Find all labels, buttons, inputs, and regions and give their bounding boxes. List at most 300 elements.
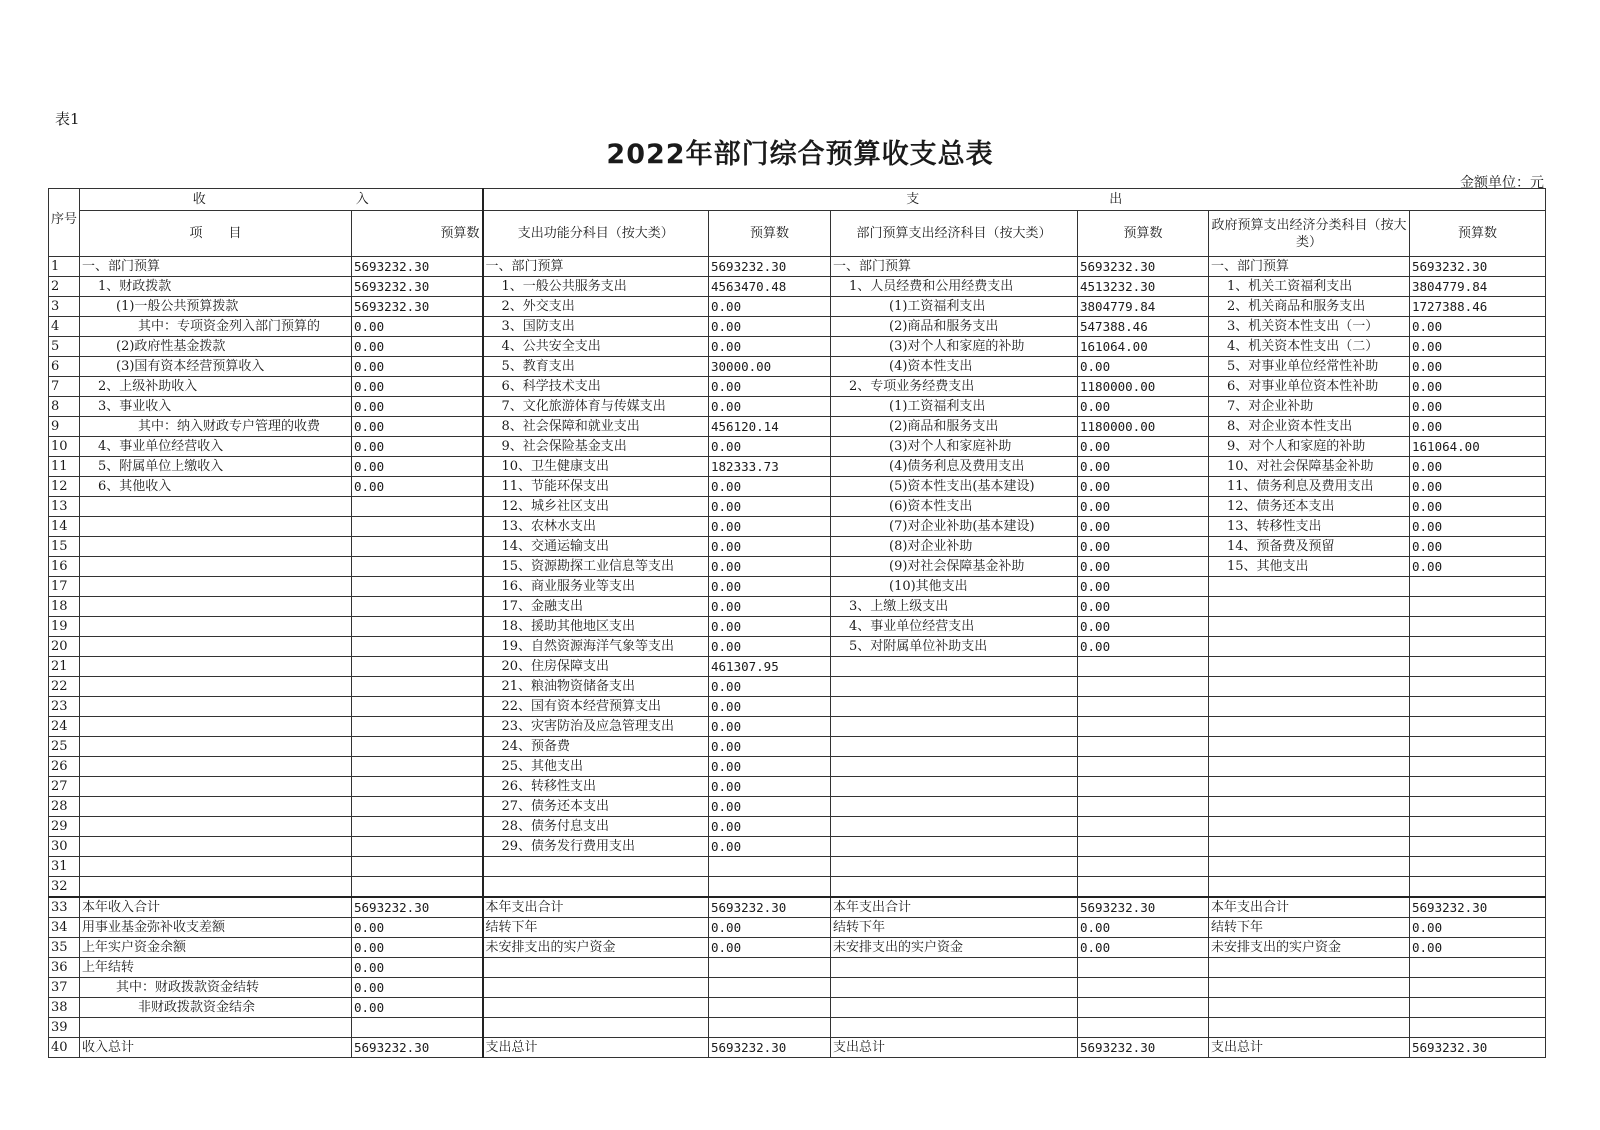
table-row xyxy=(49,817,1546,837)
seq-cell: 8 xyxy=(49,397,80,417)
table-row xyxy=(49,397,1546,417)
func-budget-cell xyxy=(709,1018,831,1038)
func-item-cell: 20、住房保障支出 xyxy=(483,657,709,677)
table-row xyxy=(49,918,1546,938)
table-row xyxy=(49,938,1546,958)
func-item-cell xyxy=(483,998,709,1018)
dept-item-cell xyxy=(831,717,1078,737)
func-budget-cell: 0.00 xyxy=(709,537,831,557)
gov-budget-cell: 0.00 xyxy=(1410,337,1546,357)
income-item-cell xyxy=(80,737,352,757)
dept-item-cell: (4)债务利息及费用支出 xyxy=(831,457,1078,477)
table-row xyxy=(49,557,1546,577)
gov-budget-cell xyxy=(1410,837,1546,857)
income-budget-cell: 5693232.30 xyxy=(352,297,483,317)
income-budget-cell xyxy=(352,637,483,657)
dept-budget-cell: 0.00 xyxy=(1078,597,1209,617)
income-item-cell: 1、财政拨款 xyxy=(80,277,352,297)
seq-cell: 4 xyxy=(49,317,80,337)
func-budget-cell: 0.00 xyxy=(709,918,831,938)
table-row xyxy=(49,577,1546,597)
func-item-cell: 本年支出合计 xyxy=(483,897,709,918)
gov-budget-cell xyxy=(1410,677,1546,697)
gov-budget-cell: 0.00 xyxy=(1410,377,1546,397)
income-budget-cell: 5693232.30 xyxy=(352,257,483,277)
income-item-cell: 5、附属单位上缴收入 xyxy=(80,457,352,477)
income-budget-cell xyxy=(352,817,483,837)
dept-item-cell: (2)商品和服务支出 xyxy=(831,417,1078,437)
dept-budget-cell xyxy=(1078,1018,1209,1038)
gov-item-cell: 结转下年 xyxy=(1209,918,1410,938)
gov-item-cell xyxy=(1209,577,1410,597)
income-budget-cell xyxy=(352,737,483,757)
income-budget-cell xyxy=(352,857,483,877)
seq-cell: 22 xyxy=(49,677,80,697)
func-budget-cell xyxy=(709,958,831,978)
dept-item-cell: 结转下年 xyxy=(831,918,1078,938)
gov-budget-cell: 0.00 xyxy=(1410,537,1546,557)
table-row xyxy=(49,1018,1546,1038)
income-budget-cell: 0.00 xyxy=(352,317,483,337)
func-item-cell: 5、教育支出 xyxy=(483,357,709,377)
func-budget-cell: 0.00 xyxy=(709,577,831,597)
seq-cell: 32 xyxy=(49,877,80,898)
sheet-label: 表1 xyxy=(55,110,80,128)
seq-cell: 28 xyxy=(49,797,80,817)
gov-item-cell: 3、机关资本性支出（一） xyxy=(1209,317,1410,337)
income-item-cell: 上年实户资金余额 xyxy=(80,938,352,958)
gov-budget-cell: 3804779.84 xyxy=(1410,277,1546,297)
income-item-cell: (1)一般公共预算拨款 xyxy=(80,297,352,317)
func-budget-cell: 0.00 xyxy=(709,617,831,637)
dept-item-cell xyxy=(831,958,1078,978)
income-item-cell xyxy=(80,777,352,797)
func-budget-cell: 0.00 xyxy=(709,437,831,457)
dept-item-cell xyxy=(831,757,1078,777)
table-row xyxy=(49,998,1546,1018)
table-row xyxy=(49,377,1546,397)
gov-item-cell: 5、对事业单位经常性补助 xyxy=(1209,357,1410,377)
dept-item-cell: 支出总计 xyxy=(831,1038,1078,1058)
gov-budget-cell: 0.00 xyxy=(1410,497,1546,517)
seq-cell: 36 xyxy=(49,958,80,978)
func-budget-cell: 0.00 xyxy=(709,397,831,417)
dept-item-cell: (10)其他支出 xyxy=(831,577,1078,597)
gov-item-cell xyxy=(1209,857,1410,877)
income-budget-cell xyxy=(352,697,483,717)
func-item-cell xyxy=(483,877,709,898)
dept-item-cell: (3)对个人和家庭的补助 xyxy=(831,337,1078,357)
dept-budget-cell xyxy=(1078,777,1209,797)
budget-summary-table xyxy=(48,188,1546,1058)
dept-item-cell: (9)对社会保障基金补助 xyxy=(831,557,1078,577)
dept-item-cell: 5、对附属单位补助支出 xyxy=(831,637,1078,657)
header-row-columns xyxy=(49,211,1546,257)
income-budget-cell: 0.00 xyxy=(352,998,483,1018)
func-item-cell xyxy=(483,958,709,978)
table-row xyxy=(49,857,1546,877)
gov-item-cell xyxy=(1209,998,1410,1018)
dept-budget-cell xyxy=(1078,677,1209,697)
seq-cell: 6 xyxy=(49,357,80,377)
income-budget-cell: 0.00 xyxy=(352,417,483,437)
income-item-cell xyxy=(80,877,352,898)
gov-budget-cell: 0.00 xyxy=(1410,938,1546,958)
dept-item-cell xyxy=(831,1018,1078,1038)
dept-budget-cell: 4513232.30 xyxy=(1078,277,1209,297)
func-item-cell: 21、粮油物资储备支出 xyxy=(483,677,709,697)
income-item-cell xyxy=(80,557,352,577)
gov-budget-cell: 5693232.30 xyxy=(1410,1038,1546,1058)
dept-budget-cell xyxy=(1078,877,1209,898)
dept-budget-cell: 0.00 xyxy=(1078,477,1209,497)
gov-item-cell xyxy=(1209,1018,1410,1038)
func-item-cell xyxy=(483,1018,709,1038)
income-item-cell: 4、事业单位经营收入 xyxy=(80,437,352,457)
seq-cell: 14 xyxy=(49,517,80,537)
func-item-cell: 16、商业服务业等支出 xyxy=(483,577,709,597)
gov-item-cell xyxy=(1209,837,1410,857)
func-budget-cell: 0.00 xyxy=(709,757,831,777)
dept-item-cell: 4、事业单位经营支出 xyxy=(831,617,1078,637)
header-income-budget: 预算数 xyxy=(352,211,483,257)
seq-cell: 25 xyxy=(49,737,80,757)
func-item-cell: 17、金融支出 xyxy=(483,597,709,617)
dept-budget-cell: 0.00 xyxy=(1078,517,1209,537)
dept-budget-cell xyxy=(1078,817,1209,837)
dept-item-cell: (1)工资福利支出 xyxy=(831,297,1078,317)
gov-item-cell: 8、对企业资本性支出 xyxy=(1209,417,1410,437)
func-budget-cell: 0.00 xyxy=(709,938,831,958)
dept-item-cell xyxy=(831,837,1078,857)
income-budget-cell xyxy=(352,517,483,537)
income-item-cell xyxy=(80,657,352,677)
table-row xyxy=(49,657,1546,677)
seq-cell: 10 xyxy=(49,437,80,457)
table-row xyxy=(49,877,1546,898)
func-budget-cell: 182333.73 xyxy=(709,457,831,477)
dept-item-cell xyxy=(831,857,1078,877)
seq-cell: 2 xyxy=(49,277,80,297)
gov-budget-cell: 0.00 xyxy=(1410,477,1546,497)
income-item-cell xyxy=(80,817,352,837)
func-budget-cell: 5693232.30 xyxy=(709,257,831,277)
func-item-cell: 7、文化旅游体育与传媒支出 xyxy=(483,397,709,417)
gov-item-cell: 11、债务利息及费用支出 xyxy=(1209,477,1410,497)
gov-item-cell: 1、机关工资福利支出 xyxy=(1209,277,1410,297)
income-item-cell xyxy=(80,857,352,877)
income-item-cell xyxy=(80,497,352,517)
gov-budget-cell xyxy=(1410,978,1546,998)
gov-item-cell: 13、转移性支出 xyxy=(1209,517,1410,537)
gov-item-cell xyxy=(1209,637,1410,657)
seq-cell: 1 xyxy=(49,257,80,277)
gov-budget-cell: 161064.00 xyxy=(1410,437,1546,457)
dept-item-cell: (7)对企业补助(基本建设) xyxy=(831,517,1078,537)
header-seq: 序号 xyxy=(49,189,80,257)
header-dept-econ: 部门预算支出经济科目（按大类） xyxy=(831,211,1078,257)
dept-budget-cell: 0.00 xyxy=(1078,537,1209,557)
income-budget-cell xyxy=(352,497,483,517)
gov-budget-cell: 0.00 xyxy=(1410,317,1546,337)
gov-item-cell: 12、债务还本支出 xyxy=(1209,497,1410,517)
income-budget-cell: 5693232.30 xyxy=(352,277,483,297)
income-budget-cell xyxy=(352,757,483,777)
dept-budget-cell: 0.00 xyxy=(1078,938,1209,958)
income-item-cell: 其中：财政拨款资金结转 xyxy=(80,978,352,998)
dept-item-cell: (5)资本性支出(基本建设) xyxy=(831,477,1078,497)
income-budget-cell xyxy=(352,537,483,557)
income-budget-cell xyxy=(352,877,483,898)
func-budget-cell: 0.00 xyxy=(709,377,831,397)
gov-item-cell: 9、对个人和家庭的补助 xyxy=(1209,437,1410,457)
func-budget-cell: 0.00 xyxy=(709,717,831,737)
table-row xyxy=(49,1038,1546,1058)
gov-budget-cell xyxy=(1410,797,1546,817)
dept-budget-cell: 161064.00 xyxy=(1078,337,1209,357)
income-item-cell xyxy=(80,717,352,737)
func-budget-cell: 0.00 xyxy=(709,697,831,717)
seq-cell: 12 xyxy=(49,477,80,497)
dept-budget-cell: 0.00 xyxy=(1078,617,1209,637)
gov-budget-cell xyxy=(1410,998,1546,1018)
income-budget-cell: 0.00 xyxy=(352,978,483,998)
gov-item-cell xyxy=(1209,717,1410,737)
income-budget-cell xyxy=(352,677,483,697)
func-item-cell: 一、部门预算 xyxy=(483,257,709,277)
income-budget-cell xyxy=(352,557,483,577)
income-budget-cell: 0.00 xyxy=(352,337,483,357)
seq-cell: 17 xyxy=(49,577,80,597)
income-budget-cell: 0.00 xyxy=(352,357,483,377)
income-item-cell xyxy=(80,597,352,617)
dept-budget-cell xyxy=(1078,757,1209,777)
income-budget-cell xyxy=(352,797,483,817)
header-row-groups xyxy=(49,189,1546,211)
gov-item-cell xyxy=(1209,777,1410,797)
seq-cell: 31 xyxy=(49,857,80,877)
income-budget-cell: 0.00 xyxy=(352,457,483,477)
func-item-cell: 19、自然资源海洋气象等支出 xyxy=(483,637,709,657)
gov-budget-cell xyxy=(1410,857,1546,877)
dept-budget-cell xyxy=(1078,717,1209,737)
func-item-cell: 14、交通运输支出 xyxy=(483,537,709,557)
func-item-cell: 24、预备费 xyxy=(483,737,709,757)
func-item-cell: 未安排支出的实户资金 xyxy=(483,938,709,958)
dept-budget-cell: 0.00 xyxy=(1078,397,1209,417)
dept-budget-cell: 0.00 xyxy=(1078,918,1209,938)
gov-item-cell: 一、部门预算 xyxy=(1209,257,1410,277)
income-item-cell: (2)政府性基金拨款 xyxy=(80,337,352,357)
dept-budget-cell: 547388.46 xyxy=(1078,317,1209,337)
seq-cell: 39 xyxy=(49,1018,80,1038)
gov-budget-cell: 0.00 xyxy=(1410,417,1546,437)
func-item-cell: 2、外交支出 xyxy=(483,297,709,317)
income-item-cell: 一、部门预算 xyxy=(80,257,352,277)
income-item-cell: 6、其他收入 xyxy=(80,477,352,497)
func-item-cell xyxy=(483,857,709,877)
func-item-cell: 28、债务付息支出 xyxy=(483,817,709,837)
header-gov-econ: 政府预算支出经济分类科目（按大类） xyxy=(1209,211,1410,257)
income-budget-cell: 0.00 xyxy=(352,958,483,978)
table-row xyxy=(49,277,1546,297)
income-budget-cell: 0.00 xyxy=(352,938,483,958)
income-budget-cell: 0.00 xyxy=(352,377,483,397)
dept-budget-cell xyxy=(1078,697,1209,717)
gov-budget-cell xyxy=(1410,637,1546,657)
table-row xyxy=(49,837,1546,857)
func-item-cell xyxy=(483,978,709,998)
dept-item-cell xyxy=(831,817,1078,837)
table-row xyxy=(49,597,1546,617)
dept-item-cell xyxy=(831,657,1078,677)
dept-item-cell: 2、专项业务经费支出 xyxy=(831,377,1078,397)
gov-item-cell xyxy=(1209,958,1410,978)
func-item-cell: 23、灾害防治及应急管理支出 xyxy=(483,717,709,737)
income-budget-cell xyxy=(352,617,483,637)
seq-cell: 29 xyxy=(49,817,80,837)
gov-budget-cell: 1727388.46 xyxy=(1410,297,1546,317)
func-item-cell: 6、科学技术支出 xyxy=(483,377,709,397)
seq-cell: 7 xyxy=(49,377,80,397)
income-item-cell xyxy=(80,577,352,597)
func-item-cell: 26、转移性支出 xyxy=(483,777,709,797)
dept-item-cell: 本年支出合计 xyxy=(831,897,1078,918)
func-budget-cell: 0.00 xyxy=(709,637,831,657)
func-budget-cell: 0.00 xyxy=(709,737,831,757)
func-item-cell: 27、债务还本支出 xyxy=(483,797,709,817)
func-budget-cell xyxy=(709,857,831,877)
header-gov-budget: 预算数 xyxy=(1410,211,1546,257)
amount-unit-label: 金额单位：元 xyxy=(1460,175,1544,191)
func-budget-cell: 0.00 xyxy=(709,297,831,317)
gov-budget-cell xyxy=(1410,697,1546,717)
seq-cell: 11 xyxy=(49,457,80,477)
dept-item-cell: 未安排支出的实户资金 xyxy=(831,938,1078,958)
dept-budget-cell xyxy=(1078,978,1209,998)
dept-budget-cell xyxy=(1078,737,1209,757)
gov-budget-cell xyxy=(1410,617,1546,637)
dept-item-cell xyxy=(831,697,1078,717)
income-item-cell: 非财政拨款资金结余 xyxy=(80,998,352,1018)
header-func-budget: 预算数 xyxy=(709,211,831,257)
func-budget-cell: 0.00 xyxy=(709,797,831,817)
page-title: 2022年部门综合预算收支总表 xyxy=(606,139,994,170)
dept-item-cell: (4)资本性支出 xyxy=(831,357,1078,377)
table-row xyxy=(49,297,1546,317)
dept-budget-cell xyxy=(1078,657,1209,677)
dept-item-cell xyxy=(831,877,1078,898)
gov-budget-cell: 0.00 xyxy=(1410,357,1546,377)
func-item-cell: 22、国有资本经营预算支出 xyxy=(483,697,709,717)
func-item-cell: 结转下年 xyxy=(483,918,709,938)
func-budget-cell xyxy=(709,877,831,898)
gov-item-cell xyxy=(1209,877,1410,898)
gov-item-cell: 4、机关资本性支出（二） xyxy=(1209,337,1410,357)
dept-item-cell: (6)资本性支出 xyxy=(831,497,1078,517)
func-budget-cell: 0.00 xyxy=(709,837,831,857)
dept-item-cell xyxy=(831,737,1078,757)
table-row xyxy=(49,717,1546,737)
table-row xyxy=(49,477,1546,497)
gov-item-cell: 6、对事业单位资本性补助 xyxy=(1209,377,1410,397)
dept-budget-cell: 0.00 xyxy=(1078,357,1209,377)
gov-item-cell: 14、预备费及预留 xyxy=(1209,537,1410,557)
gov-budget-cell xyxy=(1410,737,1546,757)
func-budget-cell: 0.00 xyxy=(709,597,831,617)
table-row xyxy=(49,517,1546,537)
income-budget-cell: 0.00 xyxy=(352,477,483,497)
gov-budget-cell xyxy=(1410,817,1546,837)
func-budget-cell: 0.00 xyxy=(709,777,831,797)
func-budget-cell: 0.00 xyxy=(709,817,831,837)
income-item-cell: 用事业基金弥补收支差额 xyxy=(80,918,352,938)
dept-budget-cell xyxy=(1078,998,1209,1018)
table-row xyxy=(49,437,1546,457)
gov-item-cell xyxy=(1209,617,1410,637)
gov-budget-cell: 5693232.30 xyxy=(1410,897,1546,918)
func-item-cell: 13、农林水支出 xyxy=(483,517,709,537)
dept-item-cell xyxy=(831,677,1078,697)
table-row xyxy=(49,637,1546,657)
func-item-cell: 29、债务发行费用支出 xyxy=(483,837,709,857)
seq-cell: 24 xyxy=(49,717,80,737)
gov-item-cell xyxy=(1209,677,1410,697)
seq-cell: 9 xyxy=(49,417,80,437)
dept-budget-cell: 0.00 xyxy=(1078,577,1209,597)
income-item-cell: 其中：纳入财政专户管理的收费 xyxy=(80,417,352,437)
dept-item-cell: (3)对个人和家庭补助 xyxy=(831,437,1078,457)
table-row xyxy=(49,317,1546,337)
seq-cell: 16 xyxy=(49,557,80,577)
func-item-cell: 12、城乡社区支出 xyxy=(483,497,709,517)
seq-cell: 38 xyxy=(49,998,80,1018)
gov-item-cell: 本年支出合计 xyxy=(1209,897,1410,918)
seq-cell: 30 xyxy=(49,837,80,857)
dept-budget-cell: 3804779.84 xyxy=(1078,297,1209,317)
income-item-cell xyxy=(80,617,352,637)
seq-cell: 20 xyxy=(49,637,80,657)
seq-cell: 34 xyxy=(49,918,80,938)
seq-cell: 3 xyxy=(49,297,80,317)
gov-budget-cell: 0.00 xyxy=(1410,557,1546,577)
func-item-cell: 11、节能环保支出 xyxy=(483,477,709,497)
income-item-cell: 2、上级补助收入 xyxy=(80,377,352,397)
header-income-group: 收 入 xyxy=(80,189,483,211)
income-item-cell xyxy=(80,537,352,557)
income-item-cell: 收入总计 xyxy=(80,1038,352,1058)
dept-budget-cell: 1180000.00 xyxy=(1078,417,1209,437)
gov-item-cell: 支出总计 xyxy=(1209,1038,1410,1058)
income-item-cell xyxy=(80,697,352,717)
table-row xyxy=(49,677,1546,697)
dept-budget-cell: 0.00 xyxy=(1078,457,1209,477)
gov-item-cell xyxy=(1209,817,1410,837)
func-item-cell: 1、一般公共服务支出 xyxy=(483,277,709,297)
func-budget-cell: 0.00 xyxy=(709,317,831,337)
income-item-cell xyxy=(80,677,352,697)
dept-item-cell: (2)商品和服务支出 xyxy=(831,317,1078,337)
table-row xyxy=(49,697,1546,717)
table-row xyxy=(49,417,1546,437)
table-row xyxy=(49,797,1546,817)
table-row xyxy=(49,757,1546,777)
func-budget-cell: 5693232.30 xyxy=(709,1038,831,1058)
gov-item-cell: 7、对企业补助 xyxy=(1209,397,1410,417)
dept-budget-cell: 0.00 xyxy=(1078,637,1209,657)
income-budget-cell: 5693232.30 xyxy=(352,1038,483,1058)
income-budget-cell xyxy=(352,777,483,797)
